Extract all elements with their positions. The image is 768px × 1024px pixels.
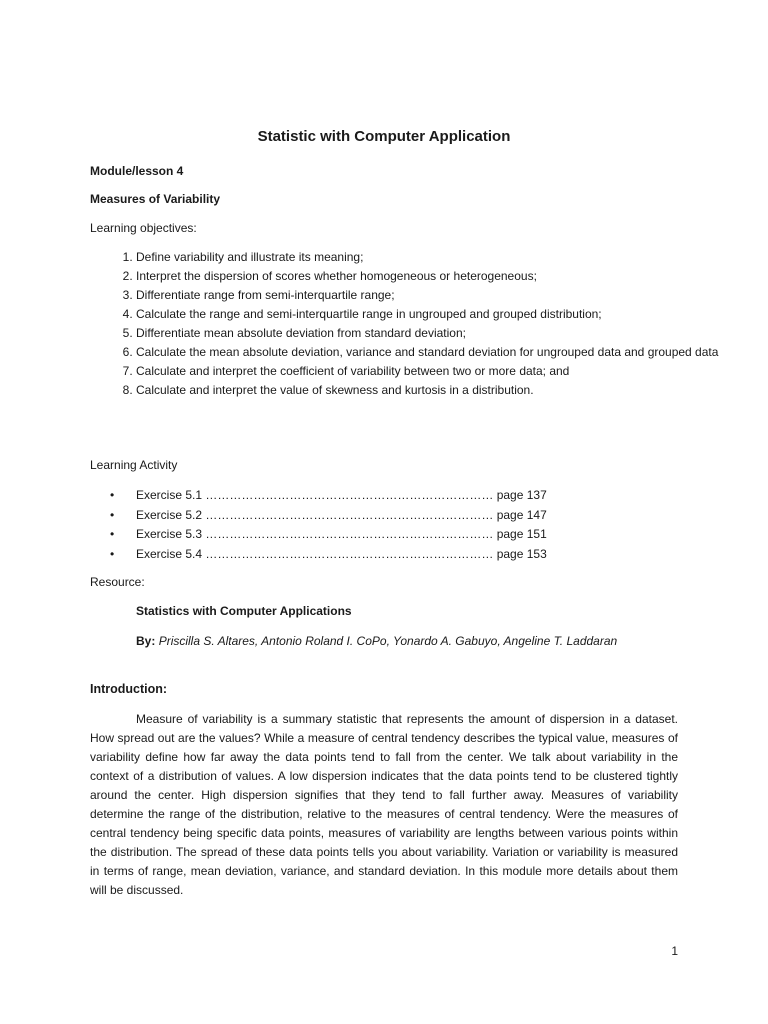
objective-item: 1. Define variability and illustrate its meaning;	[136, 248, 736, 267]
activity-item: • Exercise 5.2 ……………………………………………………………… page 147	[136, 506, 556, 526]
objective-item: 2. Interpret the dispersion of scores whether homogeneous or heterogeneous;	[136, 267, 736, 286]
objective-item: 7. Calculate and interpret the coefficient of variability between two or more data; and	[136, 362, 736, 381]
activity-list	[90, 486, 556, 564]
objective-item: 6. Calculate the mean absolute deviation, variance and standard deviation for ungrouped data and grouped data	[136, 343, 736, 362]
activity-item: • Exercise 5.3 ……………………………………………………………… page 151	[136, 525, 556, 545]
objective-item: 5. Differentiate mean absolute deviation from standard deviation;	[136, 324, 736, 343]
objective-item: 8. Calculate and interpret the value of skewness and kurtosis in a distribution.	[136, 381, 736, 400]
page-number: 1	[671, 944, 678, 958]
intro-body: Measure of variability is a summary statistic that represents the amount of dispersion in a dataset. How spread out are the values? While a measure of central tendency describes the typical value, measures of variability define how far away the data points tend to fall from the center. We talk about variability in the context of a distribution of values. A low dispersion indicates that the data points tend to be clustered tightly around the center. High dispersion signifies that they tend to fall further away. Measures of variability determine the range of the distribution, relative to the measures of central tendency. Were the measures of central tendency being specific data points, measures of variability are lengths between various points within the distribution. The spread of these data points tells you about variability. Variation or variability is measured in terms of range, mean deviation, variance, and standard deviation. In this module more details about them will be discussed.	[90, 712, 678, 897]
resource-byline	[136, 634, 617, 648]
topic-label: Measures of Variability	[90, 192, 221, 206]
objective-item: 3. Differentiate range from semi-interquartile range;	[136, 286, 736, 305]
resource-heading: Resource:	[90, 575, 145, 589]
objectives-list	[90, 248, 736, 400]
authors: Priscilla S. Altares, Antonio Roland I. CoPo, Yonardo A. Gabuyo, Angeline T. Laddaran	[158, 634, 618, 648]
module-label: Module/lesson 4	[90, 164, 184, 178]
resource-title: Statistics with Computer Applications	[136, 604, 352, 618]
objective-item: 4. Calculate the range and semi-interquartile range in ungrouped and grouped distribution;	[136, 305, 736, 324]
activity-item: • Exercise 5.4 ……………………………………………………………… page 153	[136, 545, 556, 565]
objectives-heading: Learning objectives:	[90, 221, 197, 235]
by-label: By:	[136, 634, 156, 648]
activity-heading: Learning Activity	[90, 458, 178, 472]
activity-item: • Exercise 5.1 ……………………………………………………………… page 137	[136, 486, 556, 506]
intro-heading: Introduction:	[90, 682, 168, 696]
document-title: Statistic with Computer Application	[257, 128, 511, 145]
